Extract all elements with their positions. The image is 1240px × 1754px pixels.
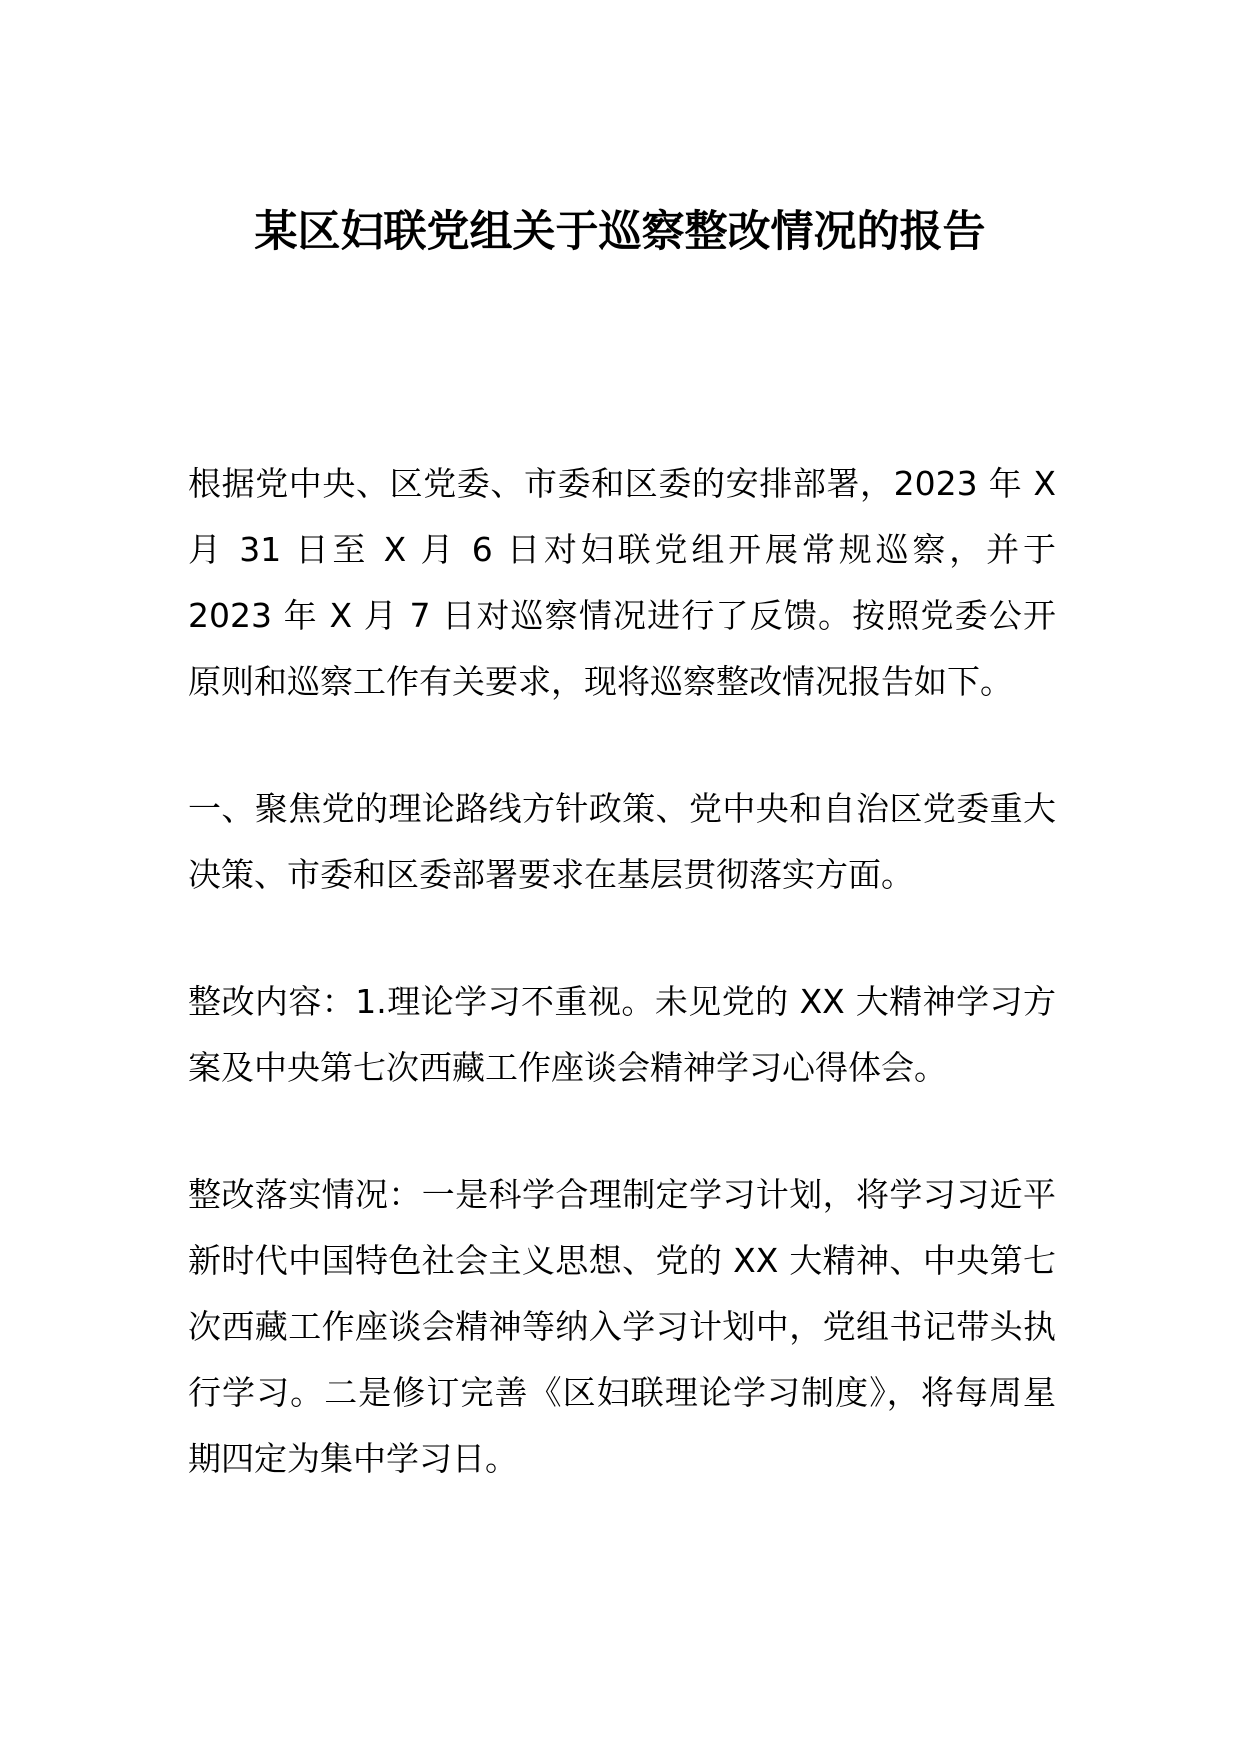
document-title: 某区妇联党组关于巡察整改情况的报告 <box>254 207 986 257</box>
paragraph-rectification-status: 整改落实情况：一是科学合理制定学习计划，将学习习近平新时代中国特色社会主义思想、党的 XX 大精神、中央第七次西藏工作座谈会精神等纳入学习计划中，党组书记带头执行学习。二是修订完善《区妇联理论学习制度》，将每周星期四定为集中学习日。 <box>188 1175 1056 1478</box>
paragraph-intro: 根据党中央、区党委、市委和区委的安排部署，2023 年 X 月 31 日至 X 月 6 日对妇联党组开展常规巡察，并于 2023 年 X 月 7 日对巡察情况进行了反馈。按照党委公开原则和巡察工作有关要求，现将巡察整改情况报告如下。 <box>188 464 1056 701</box>
paragraph-rectification-content: 整改内容：1.理论学习不重视。未见党的 XX 大精神学习方案及中央第七次西藏工作座谈会精神学习心得体会。 <box>188 982 1056 1087</box>
paragraph-section-heading: 一、聚焦党的理论路线方针政策、党中央和自治区党委重大决策、市委和区委部署要求在基层贯彻落实方面。 <box>188 789 1056 894</box>
